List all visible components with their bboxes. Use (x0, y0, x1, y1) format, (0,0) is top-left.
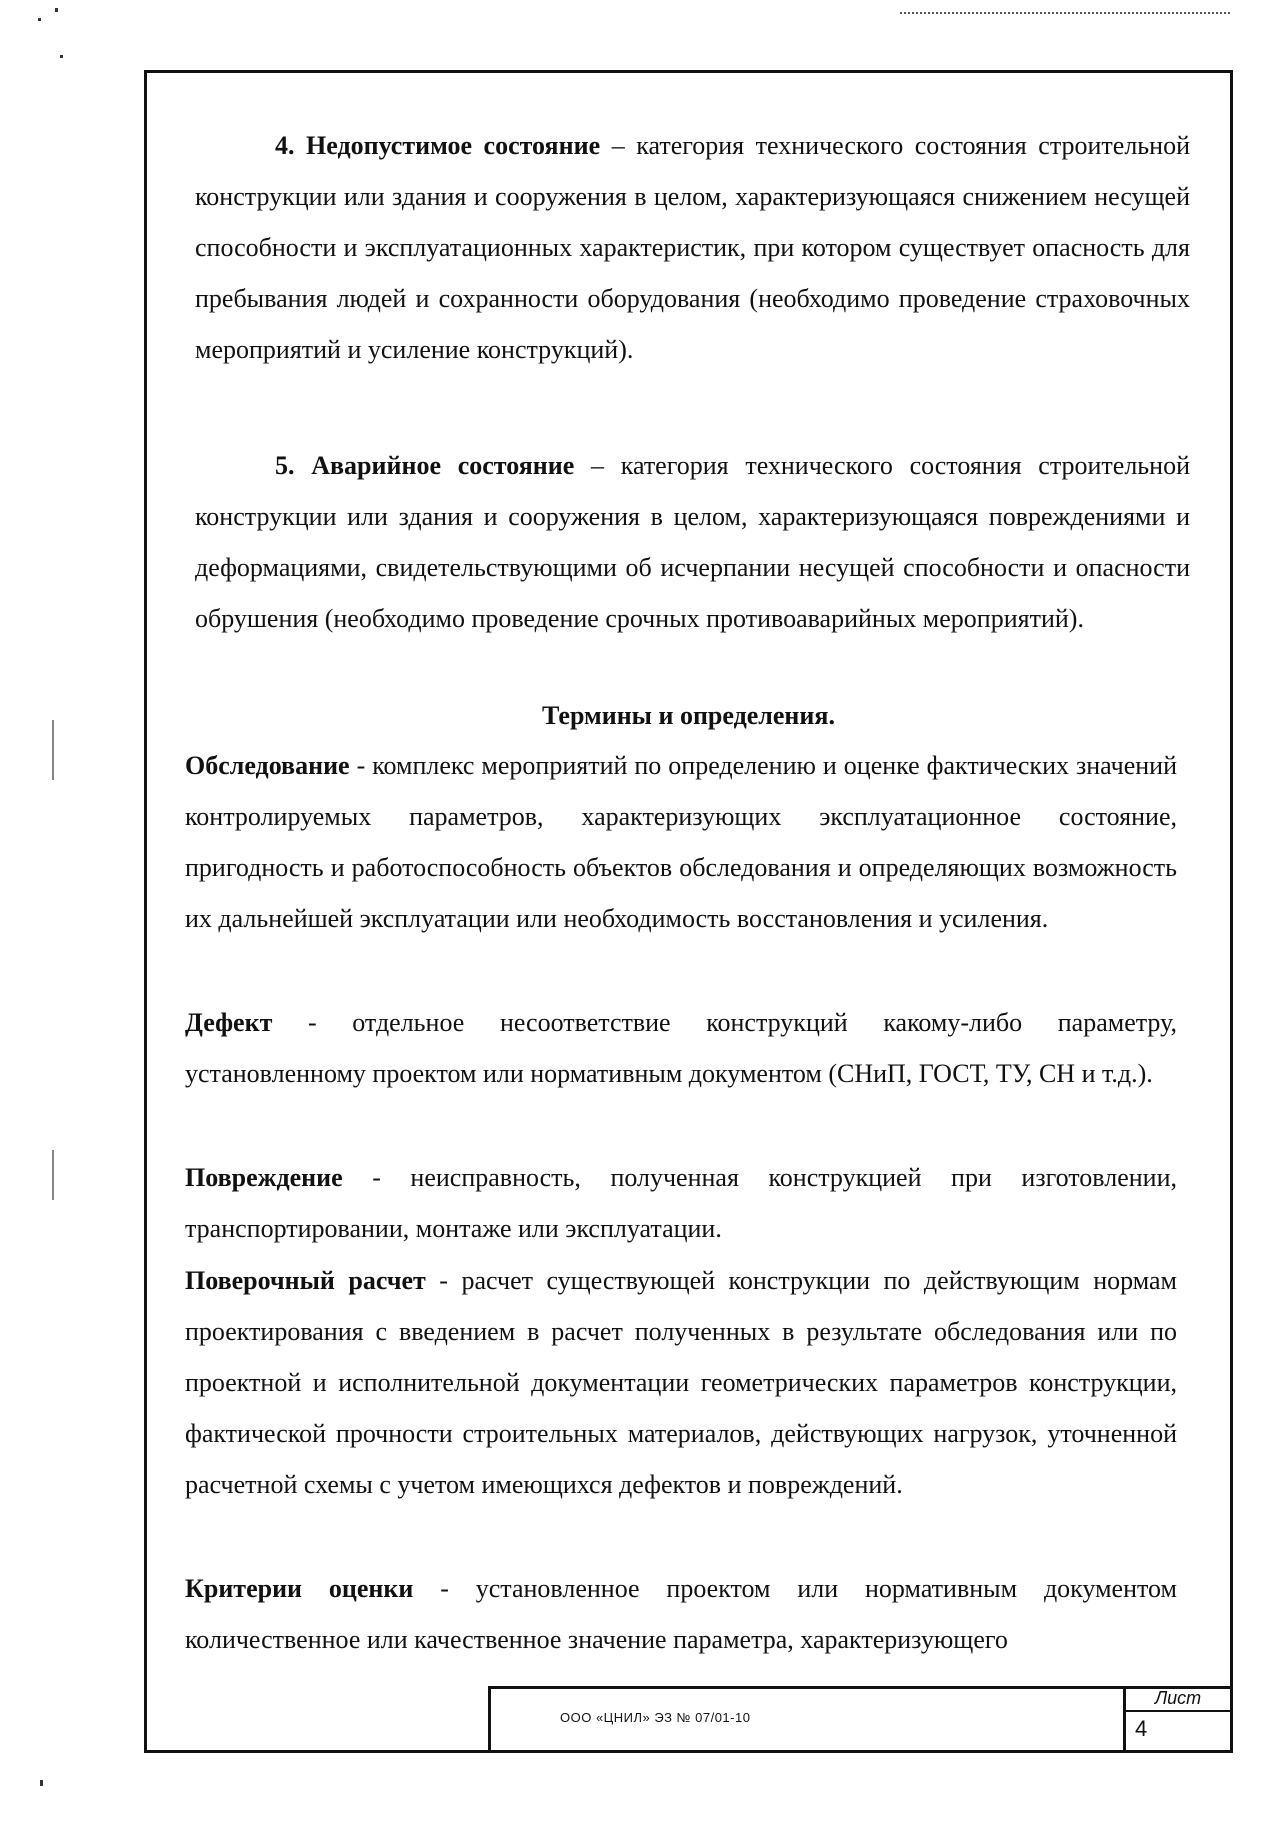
definition-verification-calculation (185, 1255, 1177, 1510)
term-definition: - комплекс мероприятий по определению и оценке фактических значений контролируемых параметров, характеризующих эксплуатационное состояние, пригодность и работоспособность объектов обследования и определяющих возможность их дальнейшей эксплуатации или необходимость восстановления и усиления. (185, 751, 1177, 933)
term-label: 4. Недопустимое состояние (275, 131, 601, 160)
definition-defect (185, 997, 1177, 1099)
term-label: Дефект (185, 1008, 273, 1037)
sheet-number: 4 (1135, 1716, 1148, 1741)
term-label: 5. Аварийное состояние (275, 451, 575, 480)
term-definition: - установленное проектом или нормативным документом количественное или качественное значение параметра, характеризующего (185, 1574, 1177, 1654)
term-definition: – категория технического состояния строительной конструкции или здания и сооружения в целом, характеризующаяся повреждениями и деформациями, свидетельствующими об исчерпании несущей способности и опасности обрушения (необходимо проведение срочных противоаварийных мероприятий). (195, 451, 1190, 633)
definition-evaluation-criteria (185, 1563, 1177, 1665)
definition-inspection (185, 740, 1177, 944)
section-title: Термины и определения. (542, 701, 835, 730)
term-label: Критерии оценки (185, 1574, 414, 1603)
term-label: Повреждение (185, 1163, 343, 1192)
term-definition: – категория технического состояния строительной конструкции или здания и сооружения в целом, характеризующаяся снижением несущей способности и эксплуатационных характеристик, при котором существует опасность для пребывания людей и сохранности оборудования (необходимо проведение страховочных мероприятий и усиление конструкций). (195, 131, 1190, 364)
definition-damage (185, 1152, 1177, 1254)
term-label: Обследование (185, 751, 350, 780)
sheet-label: Лист (1123, 1686, 1233, 1712)
document-code: ООО «ЦНИЛ» ЭЗ № 07/01-10 (560, 1710, 751, 1725)
term-definition: - неисправность, полученная конструкцией при изготовлении, транспортировании, монтаже или эксплуатации. (185, 1163, 1177, 1243)
paragraph-unacceptable-state (195, 120, 1190, 375)
term-label: Поверочный расчет (185, 1266, 426, 1295)
term-definition: - расчет существующей конструкции по действующим нормам проектирования с введением в расчет полученных в результате обследования или по проектной и исполнительной документации геометрических параметров конструкции, фактической прочности строительных материалов, действующих нагрузок, уточненной расчетной схемы с учетом имеющихся дефектов и повреждений. (185, 1266, 1177, 1499)
paragraph-emergency-state (195, 440, 1190, 644)
term-definition: - отдельное несоответствие конструкций какому-либо параметру, установленному проектом или нормативным документом (СНиП, ГОСТ, ТУ, СН и т.д.). (185, 1008, 1177, 1088)
